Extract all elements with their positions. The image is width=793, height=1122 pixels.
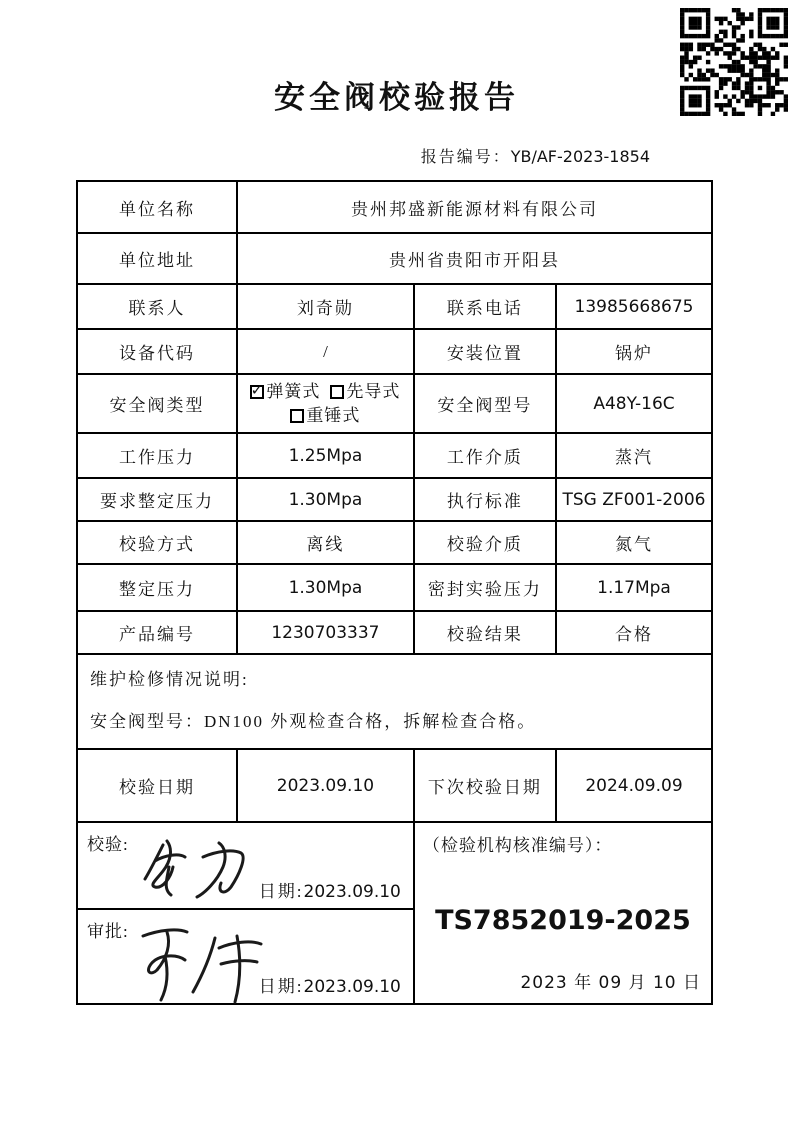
approver-date-value: 2023.09.10: [303, 977, 401, 997]
working-medium-label: 工作介质: [415, 434, 557, 477]
contact-label: 联系人: [78, 285, 238, 328]
checkbox-weight-type: [290, 409, 304, 423]
maintenance-title: 维护检修情况说明:: [90, 670, 249, 689]
page-title: 安全阀校验报告: [274, 80, 519, 115]
working-pressure-value: 1.25Mpa: [238, 434, 415, 477]
verifier-date-value: 2023.09.10: [303, 882, 401, 902]
agency-label: （检验机构核准编号）：: [422, 836, 613, 855]
valve-type-options-line1: [250, 380, 400, 404]
table-row-unit-address: [78, 234, 711, 285]
product-no-label: 产品编号: [78, 612, 238, 653]
approver-date: [259, 972, 401, 997]
table-row-product-no: [78, 612, 711, 655]
equipment-code-value: /: [238, 330, 415, 373]
calibration-medium-label: 校验介质: [415, 522, 557, 563]
phone-value: 13985668675: [574, 296, 694, 317]
option-spring-type: [250, 380, 320, 404]
table-row-calibration-method: [78, 522, 711, 565]
report-number: [421, 144, 650, 167]
table-row-required-set-pressure: [78, 479, 711, 522]
install-location-label: 安装位置: [415, 330, 557, 373]
verifier-label: 校验:: [87, 835, 129, 854]
agency-approval-number: TS7852019-2025: [435, 905, 691, 936]
next-calibration-date-label: 下次校验日期: [415, 750, 557, 821]
unit-name-label: 单位名称: [78, 182, 238, 232]
table-row-maintenance: [78, 655, 711, 750]
calibration-method-value: 离线: [238, 522, 415, 563]
verifier-date-label: 日期:: [258, 882, 304, 901]
table-row-valve-type: [78, 375, 711, 434]
table-row-signoff: [78, 823, 711, 1003]
checkbox-spring-type: [250, 385, 264, 399]
maintenance-content: 安全阀型号：DN100 外观检查合格，拆解检查合格。: [90, 712, 537, 731]
report-number-value: YB/AF-2023-1854: [510, 147, 650, 166]
required-set-pressure-label: 要求整定压力: [78, 479, 238, 520]
product-no-value: 1230703337: [238, 612, 415, 653]
equipment-code-label: 设备代码: [78, 330, 238, 373]
agency-date: 2023 年 09 月 10 日: [520, 973, 701, 993]
seal-test-pressure-value: 1.17Mpa: [597, 577, 671, 598]
calibration-method-label: 校验方式: [78, 522, 238, 563]
verifier-date: [259, 877, 401, 902]
required-set-pressure-value: 1.30Mpa: [238, 479, 415, 520]
approver-label: 审批:: [87, 922, 129, 941]
unit-address-value: 贵州省贵阳市开阳县: [389, 251, 560, 270]
table-row-dates: [78, 750, 711, 823]
seal-test-pressure-label: 密封实验压力: [415, 565, 557, 610]
maintenance-block: [78, 655, 711, 748]
report-table: [76, 180, 713, 1005]
checkbox-spring-type-label: 弹簧式: [266, 381, 321, 401]
valve-type-options-line2: [290, 404, 360, 428]
set-pressure-value: 1.30Mpa: [238, 565, 415, 610]
unit-address-label: 单位地址: [78, 234, 238, 283]
table-row-unit-name: [78, 182, 711, 234]
working-medium-value: 蒸汽: [614, 448, 653, 467]
calibration-date-label: 校验日期: [78, 750, 238, 821]
checkbox-pilot-type-label: 先导式: [346, 381, 401, 401]
valve-type-options: [238, 375, 415, 432]
agency-cell: [415, 823, 711, 1003]
option-pilot-type: [330, 380, 400, 404]
table-row-contact: [78, 285, 711, 330]
result-label: 校验结果: [415, 612, 557, 653]
verifier-cell: [78, 823, 413, 910]
standard-label: 执行标准: [415, 479, 557, 520]
checkbox-pilot-type: [330, 385, 344, 399]
table-row-equipment: [78, 330, 711, 375]
standard-value: TSG ZF001-2006: [562, 489, 706, 510]
install-location-value: 锅炉: [614, 344, 653, 363]
approver-cell: [78, 910, 413, 1003]
calibration-date-value: 2023.09.10: [238, 750, 415, 821]
working-pressure-label: 工作压力: [78, 434, 238, 477]
result-value: 合格: [614, 625, 653, 644]
table-row-working-pressure: [78, 434, 711, 479]
unit-name-value: 贵州邦盛新能源材料有限公司: [351, 199, 598, 219]
valve-model-label: 安全阀型号: [415, 375, 557, 432]
next-calibration-date-value: 2024.09.09: [585, 775, 683, 796]
signature-column: [78, 823, 415, 1003]
table-row-set-pressure: [78, 565, 711, 612]
report-number-label: 报告编号：: [420, 149, 511, 166]
set-pressure-label: 整定压力: [78, 565, 238, 610]
valve-type-label: 安全阀类型: [78, 375, 238, 432]
contact-value: 刘奇勋: [238, 285, 415, 328]
valve-model-value: A48Y-16C: [593, 393, 675, 414]
approver-date-label: 日期:: [258, 977, 304, 996]
phone-label: 联系电话: [415, 285, 557, 328]
option-weight-type: [290, 404, 360, 428]
calibration-medium-value: 氮气: [614, 535, 653, 554]
checkbox-weight-type-label: 重锤式: [306, 405, 361, 425]
